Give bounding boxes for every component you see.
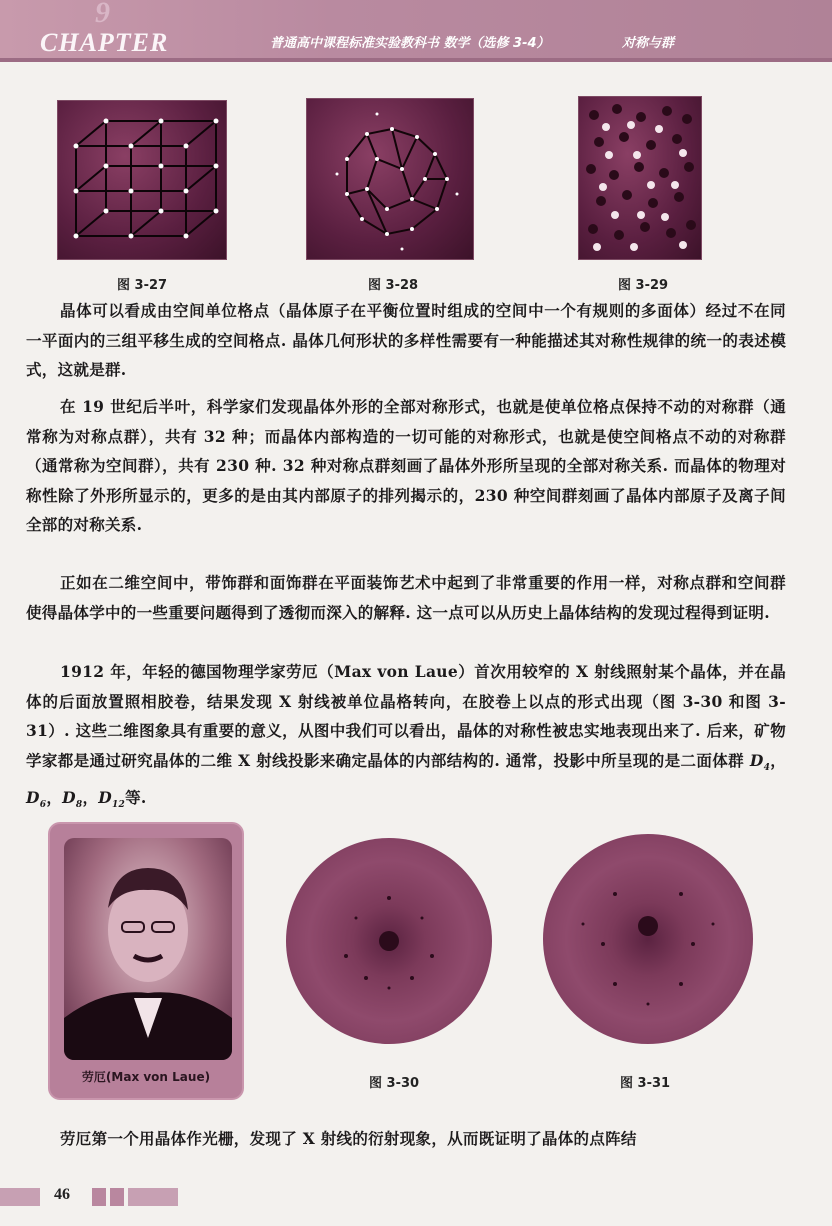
paragraph-4: 1912 年，年轻的德国物理学家劳厄（Max von Laue）首次用较窄的 X 射线照射某个晶体，并在晶体的后面放置照相胶卷，结果发现 X 射线被单位晶格转向，在胶卷上以点的形式出现（图 3-30 和图 3-31）. 这些二维图象具有重要的意义，从图中我们可以看出，晶体的对称性被忠实地表现出来了. 后来，矿物学家都是通过研究晶体的二维 X 射线投影来确定晶体的内部结构的. 通常，投影中所呈现的是二面体群 $D_4$，$D_6$，$D_8$，$D_{12}$等. [26,662,787,811]
topic-title: 对称与群 [622,36,675,51]
dihedral-d12: $D_{12}$ [98,788,126,811]
page-number: 46 [54,1186,70,1203]
portrait-caption: 劳厄(Max von Laue) [81,1070,211,1084]
diamond-lattice-drawing [307,99,475,261]
dihedral-d8: $D_8$ [62,788,83,811]
chapter-label: CHAPTER [40,28,169,57]
figure-3-30-diffraction-disc [286,838,492,1044]
chapter-number: 9 [95,0,110,29]
diffraction-spots-3-31 [543,834,753,1044]
figure-3-28-diamond-lattice [306,98,474,260]
figure-3-31-caption: 图 3-31 [620,1076,671,1091]
figure-3-27-caption: 图 3-27 [117,278,168,293]
figure-3-29-caption: 图 3-29 [618,278,669,293]
diffraction-spots-3-30 [286,838,492,1044]
figure-3-28-caption: 图 3-28 [368,278,419,293]
paragraph-1: 晶体可以看成由空间单位格点（晶体原子在平衡位置时组成的空间中一个有规则的多面体）经过不在同一平面内的三组平移生成的空间格点. 晶体几何形状的多样性需要有一种能描述其对称性规律的统一的表述模式，这就是群. [26,301,786,379]
paragraph-4-text: 1912 年，年轻的德国物理学家劳厄（Max von Laue）首次用较窄的 X 射线照射某个晶体，并在晶体的后面放置照相胶卷，结果发现 X 射线被单位晶格转向，在胶卷上以点的形式出现（图 3-30 和图 3-31）. 这些二维图象具有重要的意义，从图中我们可以看出，晶体的对称性被忠实地表现出来了. 后来，矿物学家都是通过研究晶体的二维 X 射线投影来确定晶体的内部结构的. 通常，投影中所呈现的是二面体群 [26,662,786,770]
cubic-lattice-drawing [58,101,228,261]
figure-3-31-diffraction-disc [543,834,753,1044]
book-title: 普通高中课程标准实验教科书 数学（选修 3-4） [270,36,550,51]
dihedral-d4: $D_4$ [749,750,771,773]
figure-3-30-caption: 图 3-30 [369,1076,420,1091]
footer-decoration [0,1188,190,1212]
figure-3-27-cubic-lattice [57,100,227,260]
figure-3-29-atomic-structure [578,96,702,260]
portrait-photo [64,838,232,1060]
dihedral-d6: $D_6$ [26,788,47,811]
page-header [0,0,832,62]
paragraph-3: 正如在二维空间中，带饰群和面饰群在平面装饰艺术中起到了非常重要的作用一样，对称点群和空间群使得晶体学中的一些重要问题得到了透彻而深入的解释. 这一点可以从历史上晶体结构的发现过程得到证明. [26,573,786,622]
atomic-structure-drawing [579,97,703,261]
portrait-frame [48,822,244,1100]
paragraph-2: 在 19 世纪后半叶，科学家们发现晶体外形的全部对称形式，也就是使单位格点保持不动的对称群（通常称为对称点群），共有 32 种；而晶体内部构造的一切可能的对称形式，也就是使空间格点不动的对称群（通常称为空间群），共有 230 种. 32 种对称点群刻画了晶体外形所呈现的全部对称关系. 而晶体的物理对称性除了外形所显示的，更多的是由其内部原子的排列揭示的，230 种空间群刻画了晶体内部原子及离子间全部的对称关系. [26,397,786,534]
portrait-silhouette [64,838,232,1060]
paragraph-5: 劳厄第一个用晶体作光栅，发现了 X 射线的衍射现象，从而既证明了晶体的点阵结 [60,1129,637,1148]
footer-bars-graphic [0,1188,190,1208]
